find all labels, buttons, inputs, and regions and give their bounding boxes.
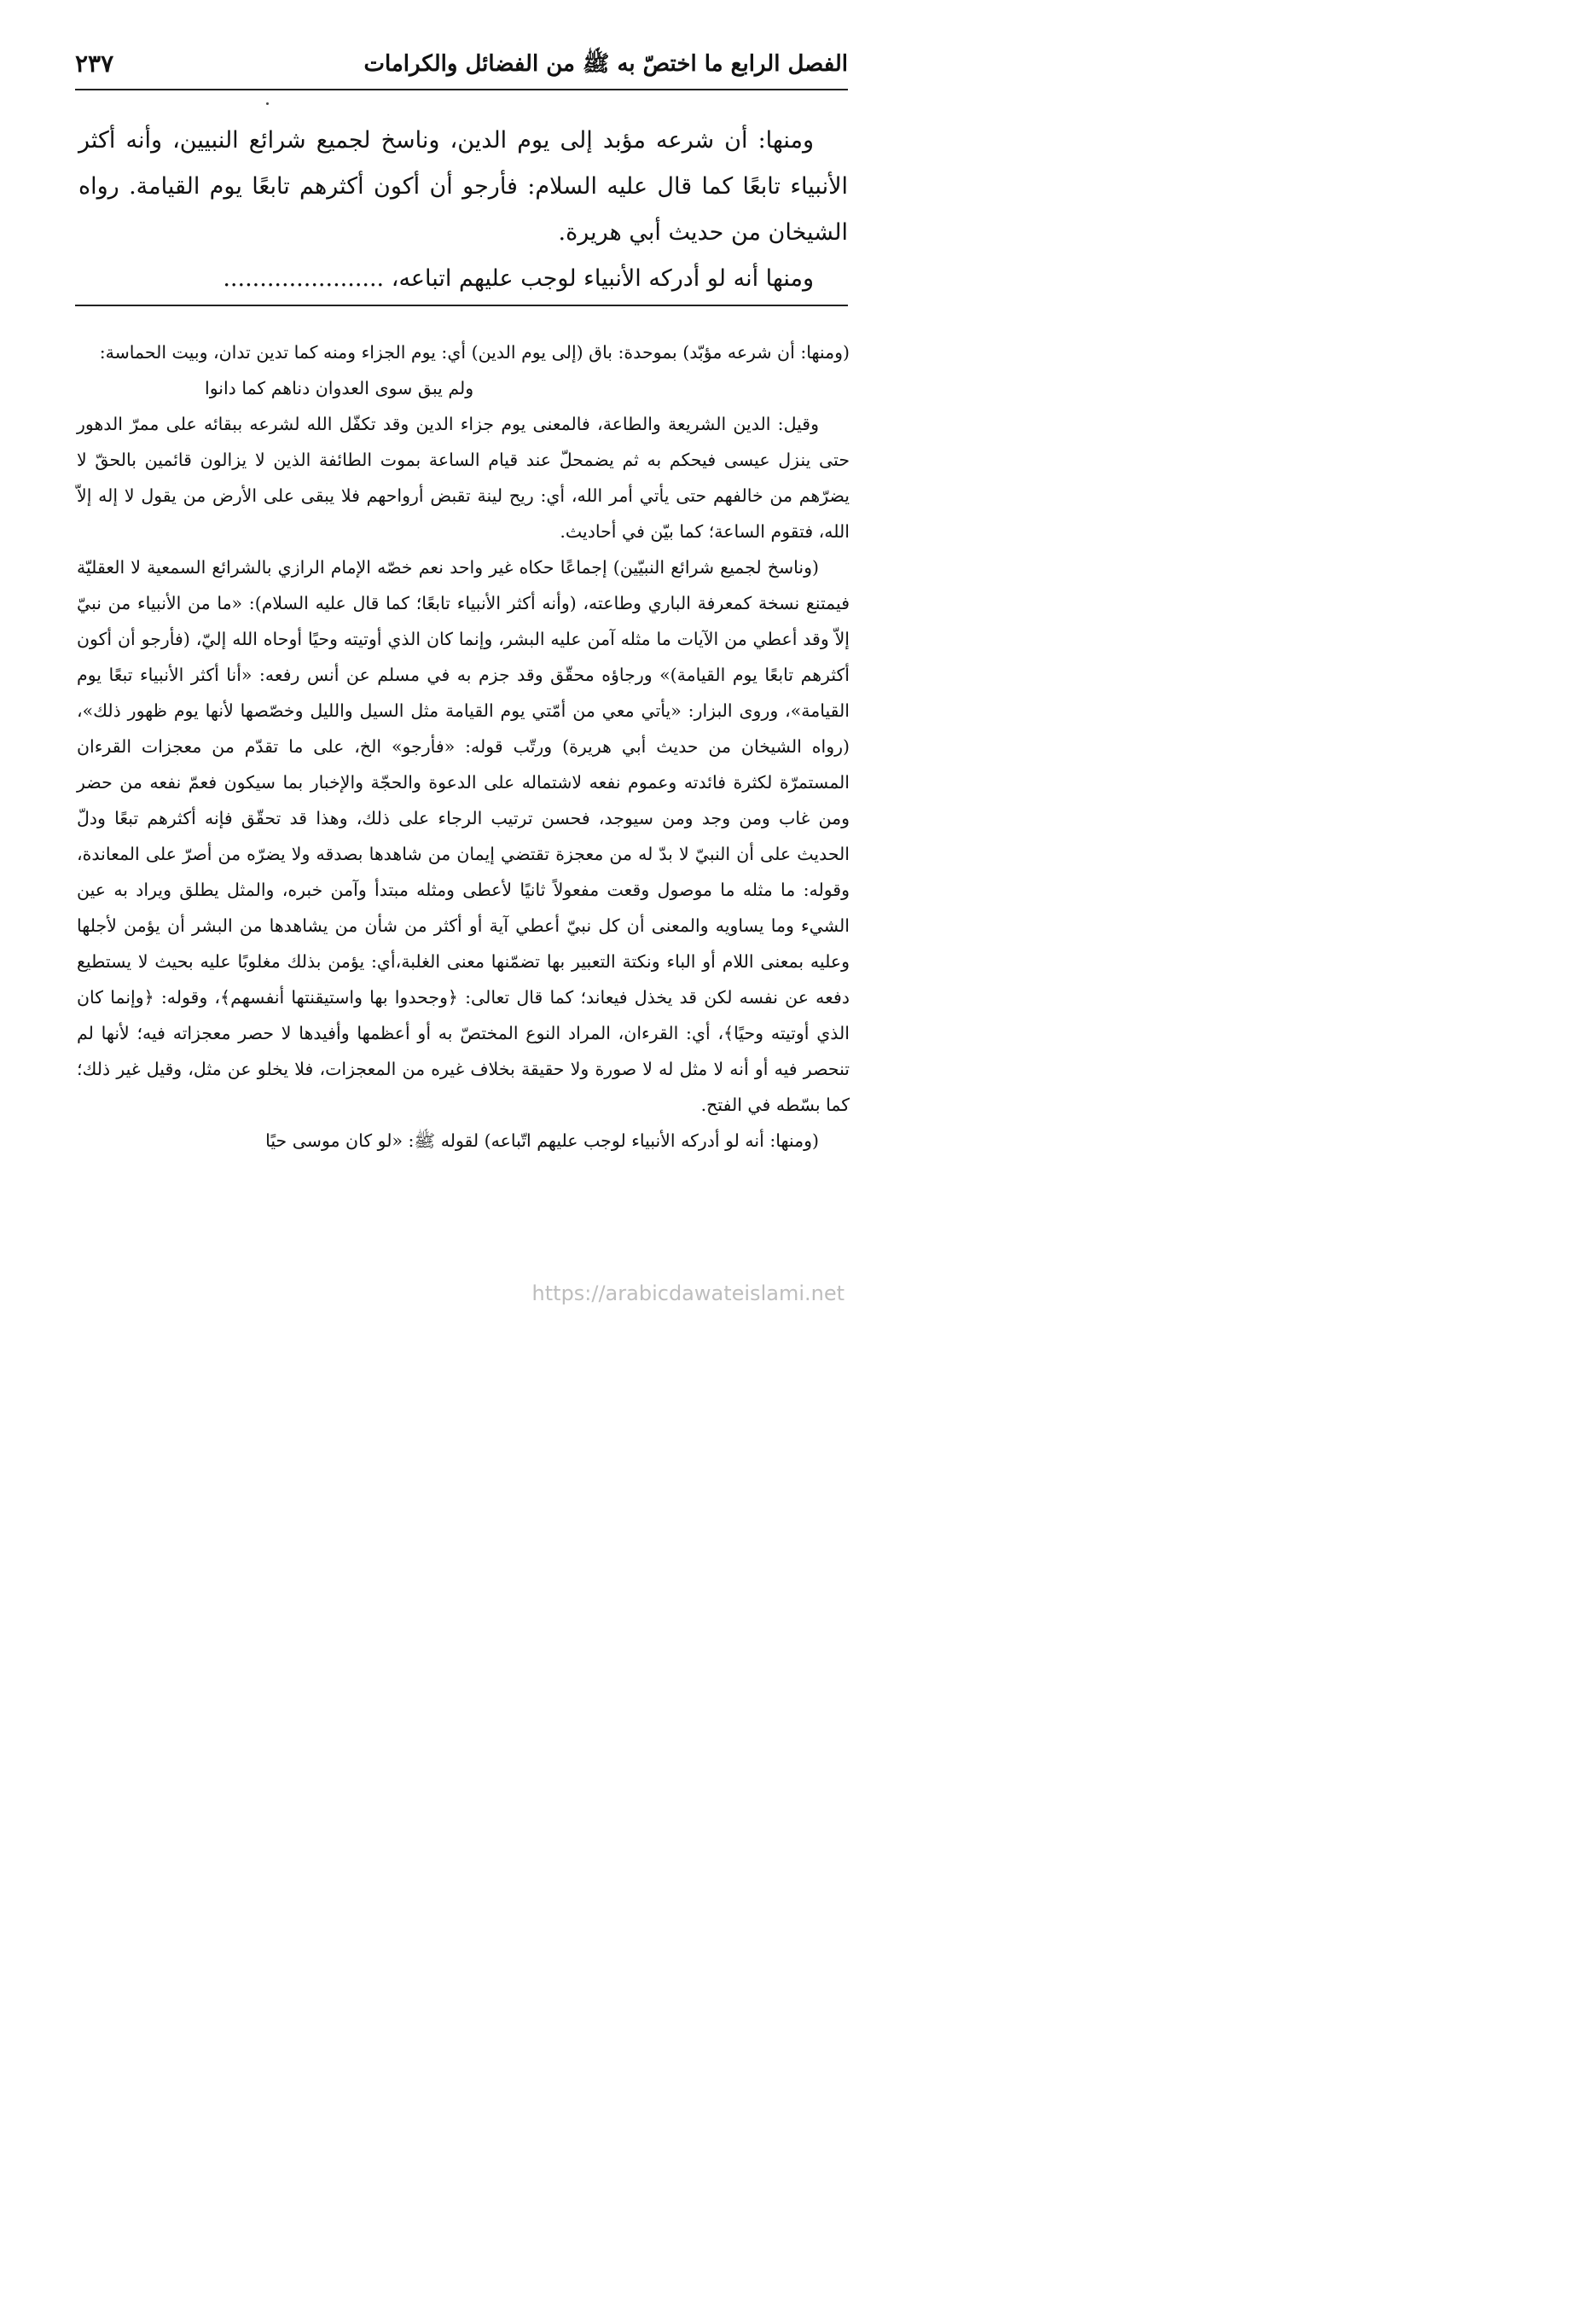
commentary-paragraph: (ومنها: أنه لو أدركه الأنبياء لوجب عليهم اتّباعه) لقوله ﷺ: «لو كان موسى حيًا	[265, 1130, 819, 1151]
page-number: ٢٣٧	[75, 49, 114, 78]
chapter-title: الفصل الرابع ما اختصّ به ﷺ من الفضائل والكرامات	[363, 51, 848, 77]
running-header	[75, 46, 848, 90]
commentary-paragraph: (وناسخ لجميع شرائع النبيّين) إجماعًا حكاه غير واحد نعم خصّه الإمام الرازي بالشرائع السمعية لا العقليّة فيمتنع نسخة كمعرفة الباري وطاعته، (وأنه أكثر الأنبياء تابعًا؛ كما قال عليه السلام): «ما من الأنبياء من نبيّ إلاّ وقد أعطي من الآيات ما مثله آمن عليه البشر، وإنما كان الذي أوتيته وحيًا أوحاه الله إليّ، (فأرجو أن أكون أكثرهم تابعًا يوم القيامة)» ورجاؤه محقّق وقد جزم به في مسلم عن أنس رفعه: «أنا أكثر الأنبياء تبعًا يوم القيامة»، وروى البزار: «يأتي معي من أمّتي يوم القيامة مثل السيل والليل وخصّصها لأنها يوم ظهور ذلك»، (رواه الشيخان من حديث أبي هريرة) ورتّب قوله: «فأرجو» الخ، على ما تقدّم من معجزات القرءان المستمرّة لكثرة فائدته وعموم نفعه لاشتماله على الدعوة والحجّة والإخبار بما سيكون فعمّ نفعه من حضر ومن غاب ومن وجد ومن سيوجد، فحسن ترتيب الرجاء على ذلك، وهذا قد تحقّق فإنه أكثرهم تبعًا ودلّ الحديث على أن النبيّ لا بدّ له من معجزة تقتضي إيمان من شاهدها بصدقه ولا يضرّه من أصرّ على المعاندة، وقوله: ما مثله ما موصول وقعت مفعولاً ثانيًا لأعطى ومثله مبتدأ وآمن خبره، والمثل يطلق ويراد به عين الشيء وما يساويه والمعنى أن كل نبيّ أعطي آية أو أكثر من شأن من يشاهدها من البشر أن يؤمن لأجلها وعليه بمعنى اللام أو الباء ونكتة التعبير بها تضمّنها معنى الغلبة،أي: يؤمن بذلك مغلوبًا عليه بحيث لا يستطيع دفعه عن نفسه لكن قد يخذل فيعاند؛ كما قال تعالى: ﴿وجحدوا بها واستيقنتها أنفسهم﴾، وقوله: ﴿وإنما كان الذي أوتيته وحيًا﴾، أي: القرءان، المراد النوع المختصّ به أو أعظمها وأفيدها لا حصر معجزاته فيه؛ لأنها لم تنحصر فيه أو أنه لا مثل له لا صورة ولا حقيقة بخلاف غيره من المعجزات، فلا يخلو عن مثل، وقيل غير ذلك؛ كما بسّطه في الفتح.	[77, 557, 850, 1115]
commentary-paragraph: وقيل: الدين الشريعة والطاعة، فالمعنى يوم جزاء الدين وقد تكفّل الله لشرعه ببقائه على ممرّ الدهور حتى ينزل عيسى فيحكم به ثم يضمحلّ عند قيام الساعة بموت الطائفة الذين لا يزالون قائمين بالحقّ لا يضرّهم من خالفهم حتى يأتي أمر الله، أي: ريح لينة تقبض أرواحهم فلا يبقى على الأرض من يقول لا إله إلاّ الله، فتقوم الساعة؛ كما بيّن في أحاديث.	[77, 414, 850, 542]
main-paragraph: ومنها: أن شرعه مؤبد إلى يوم الدين، وناسخ لجميع شرائع النبيين، وأنه أكثر الأنبياء تابعًا كما قال عليه السلام: فأرجو أن أكون أكثرهم تابعًا يوم القيامة. رواه الشيخان من حديث أبي هريرة.	[78, 127, 848, 246]
commentary-paragraph: (ومنها: أن شرعه مؤبّد) بموحدة: باق (إلى يوم الدين) أي: يوم الجزاء ومنه كما تدين تدان، وبيت الحماسة:	[99, 342, 850, 363]
main-paragraph: ومنها أنه لو أدركه الأنبياء لوجب عليهم اتباعه، ......................	[223, 265, 814, 292]
watermark-url: https://arabicdawateislami.net	[531, 1281, 845, 1305]
commentary	[77, 334, 850, 1159]
print-speck	[266, 102, 269, 105]
main-text	[78, 118, 848, 302]
book-page	[0, 0, 892, 1318]
poetry-verse: ولم يبق سوى العدوان دناهم كما دانوا	[205, 378, 474, 398]
section-divider	[75, 305, 848, 306]
